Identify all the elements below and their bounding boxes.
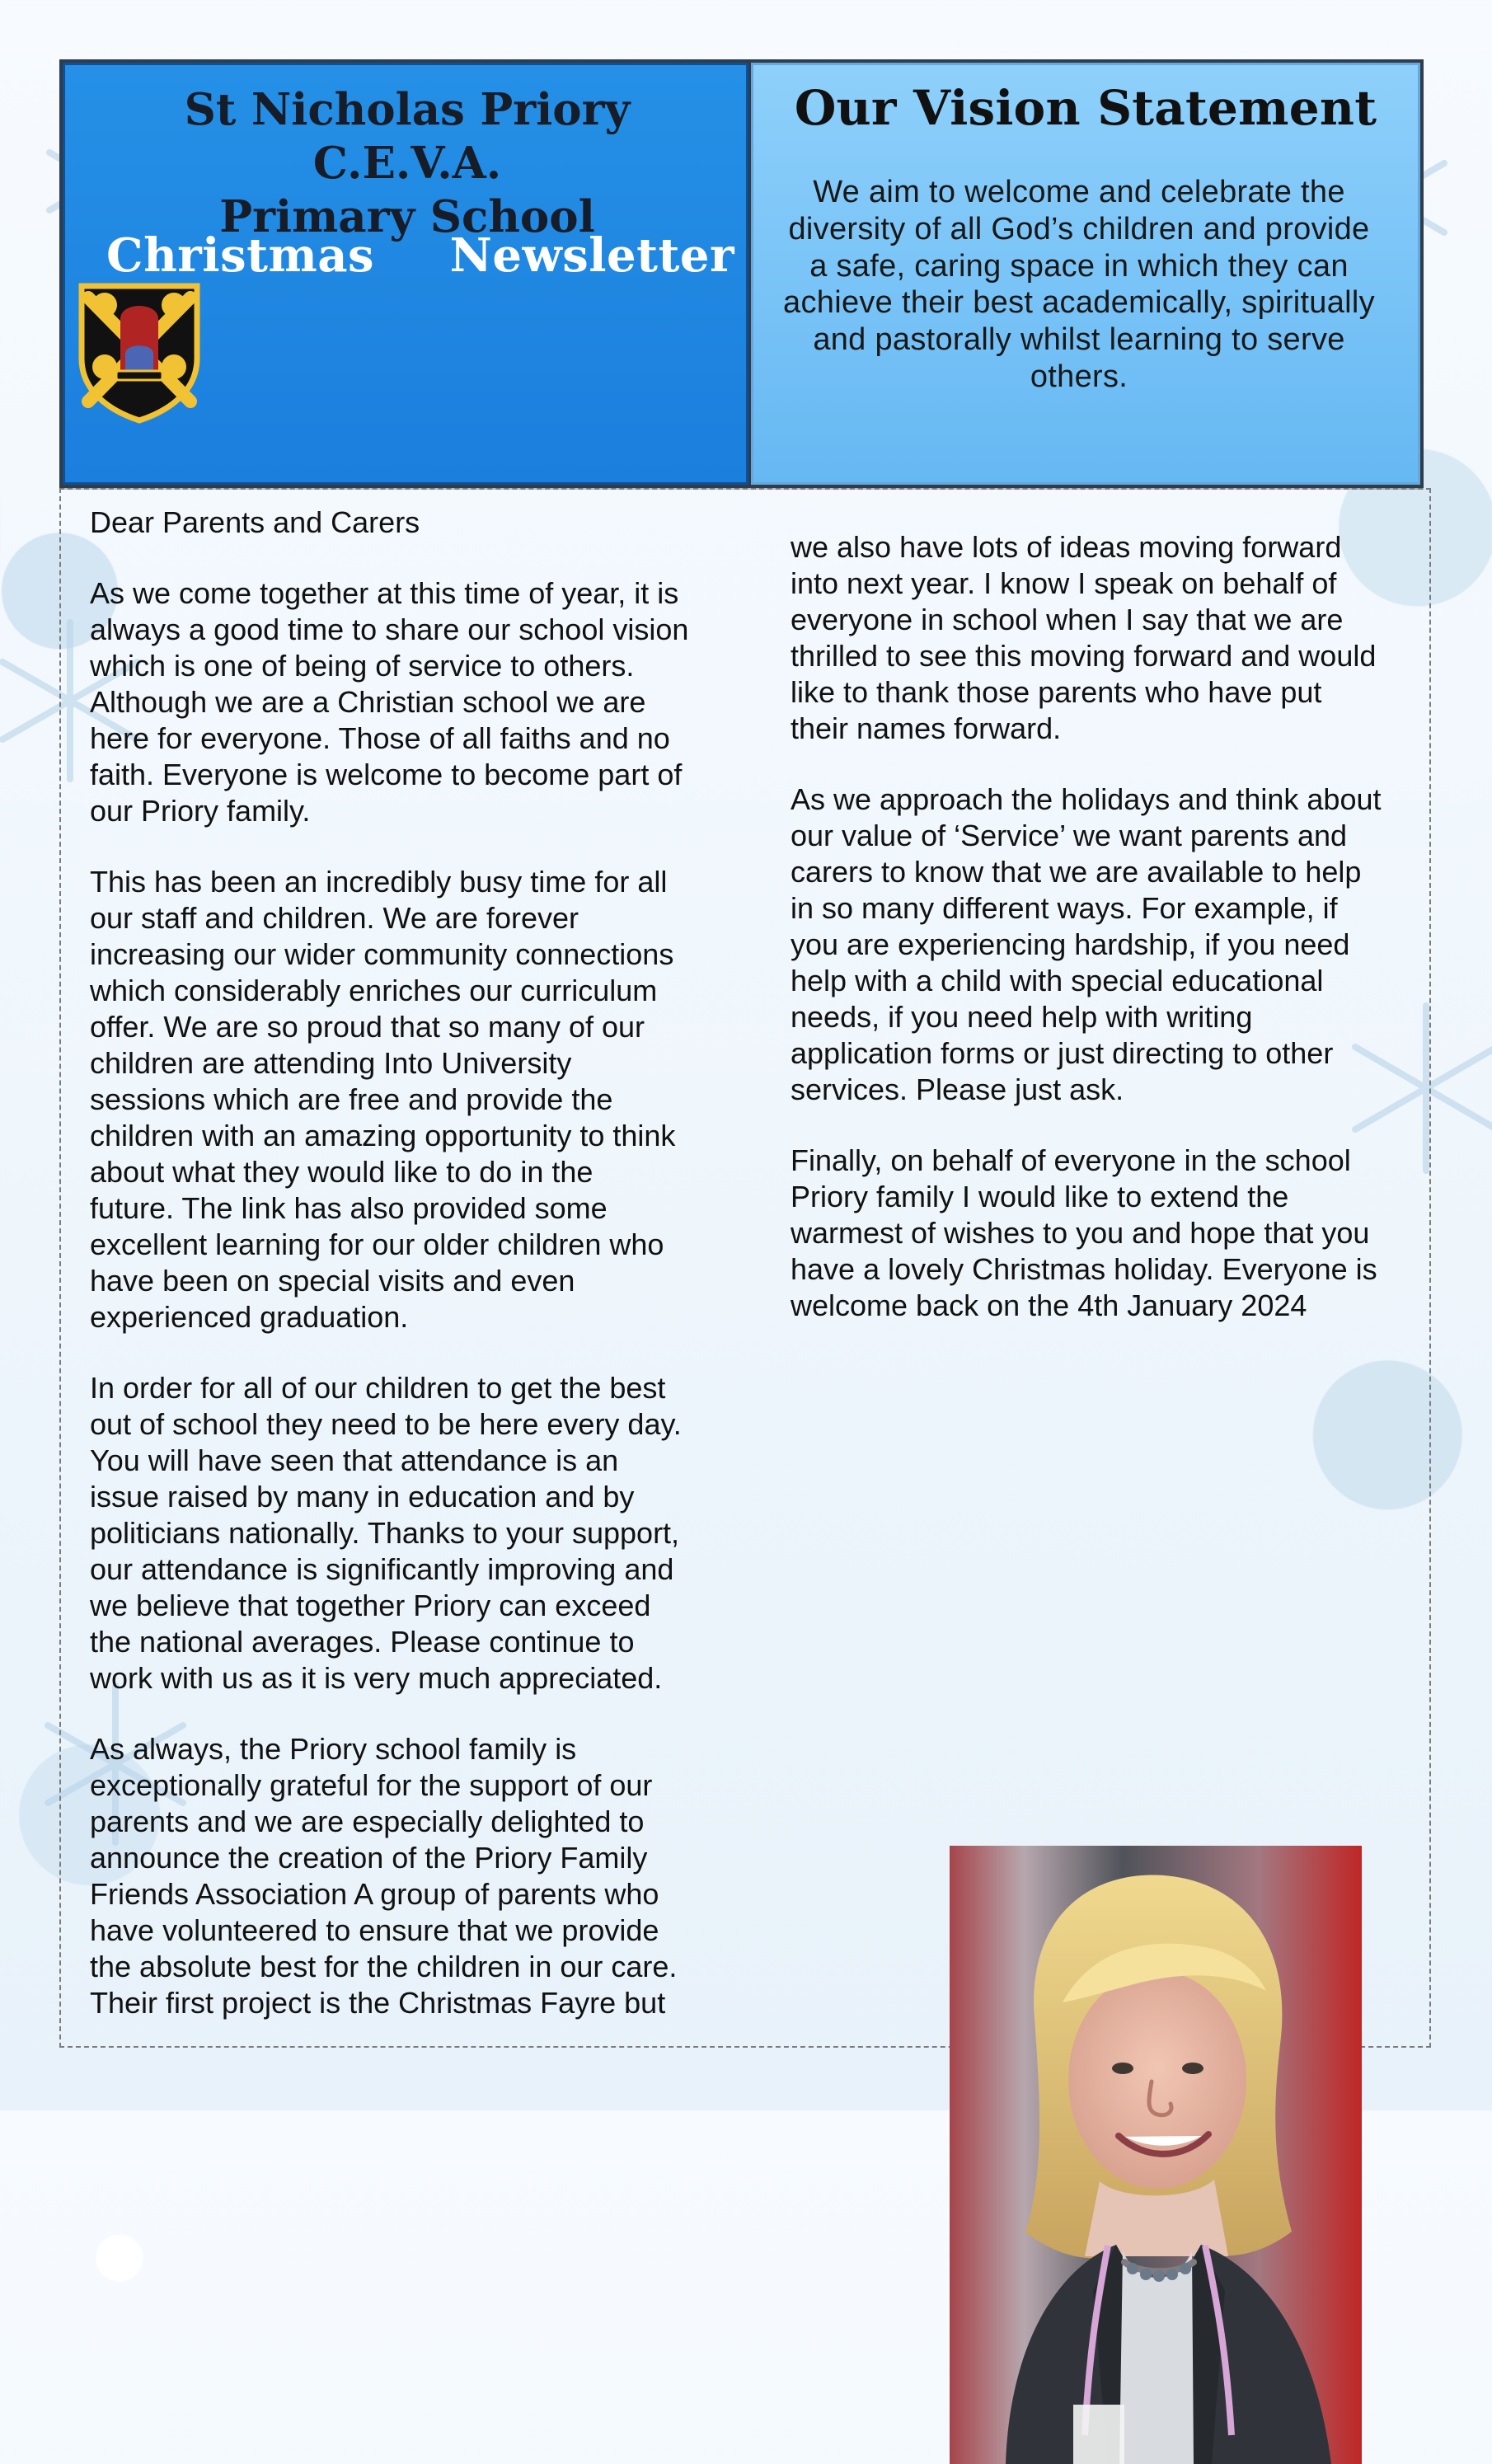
paragraph-busy-time: This has been an incredibly busy time for all our staff and children. We are forever increasing our wider community connections which considerably enriches our curriculum offer. We are so proud that so many of our children are attending Into University sessions which are free and provide the children with an amazing opportunity to think about what they would like to do in the future. The link has also provided some excellent learning for our older children who have been on special visits and even experienced graduation. bbox=[90, 865, 676, 1334]
vision-title: Our Vision Statement bbox=[794, 80, 1377, 136]
newsletter-title bbox=[106, 228, 734, 283]
vision-statement-text: We aim to welcome and celebrate the diversity of all God’s children and provide a safe, caring space in which they can achieve their best academically, spiritually and pastorally whilst learning to serve others. bbox=[783, 175, 1375, 395]
paragraph-family-friends: As always, the Priory school family is exceptionally grateful for the support of our parents and we are especially delighted to announce the creation of the Priory Family Friends Association A group of parents who have volunteered to ensure that we provide the absolute best for the children in our care. Their first project is the Christmas Fayre but bbox=[90, 1732, 678, 2020]
paragraph-attendance: In order for all of our children to get the best out of school they need to be here every day. You will have seen that attendance is an issue raised by many in education and by politicians nationally. Thanks to your support, our attendance is significantly improving and we believe that together Priory can exceed the national averages. Please continue to work with us as it is very much appreciated. bbox=[90, 1371, 682, 1695]
paragraph-ideas-forward: we also have lots of ideas moving forward into next year. I know I speak on behalf of everyone in school when I say that we are thrilled to see this moving forward and would like to thank those parents who have put their names forward. bbox=[791, 530, 1377, 745]
paragraph-service: As we approach the holidays and think about our value of ‘Service’ we want parents and carers to know that we are available to help in so many different ways. For example, if you are experiencing hardship, if you need help with a child with special educational needs, if you need help with writing application forms or just directing to other services. Please just ask. bbox=[791, 782, 1382, 1106]
newsletter-content-frame bbox=[59, 488, 1431, 2048]
school-crest-icon bbox=[73, 278, 205, 426]
headteacher-photo bbox=[950, 1846, 1362, 2464]
school-header-panel bbox=[63, 63, 748, 485]
newsletter-word-christmas: Christmas bbox=[106, 228, 375, 283]
salutation: Dear Parents and Carers bbox=[90, 505, 420, 539]
right-letter-column bbox=[791, 529, 1384, 1324]
paragraph-vision: As we come together at this time of year, it is always a good time to share our school vision which is one of being of service to others. Although we are a Christian school we are here for everyone. Those of all faiths and no faith. Everyone is welcome to become part of our Priory family. bbox=[90, 576, 689, 828]
vision-statement-panel bbox=[751, 63, 1420, 485]
school-name: St Nicholas Priory C.E.V.A. Primary School bbox=[184, 84, 631, 243]
left-letter-column bbox=[90, 505, 749, 2021]
newsletter-word-newsletter: Newsletter bbox=[449, 228, 734, 283]
newsletter-header bbox=[59, 59, 1424, 488]
paragraph-closing: Finally, on behalf of everyone in the school Priory family I would like to extend the warmest of wishes to you and hope that you have a lovely Christmas holiday. Everyone is welcome back on the 4th January 2024 bbox=[791, 1143, 1377, 1322]
